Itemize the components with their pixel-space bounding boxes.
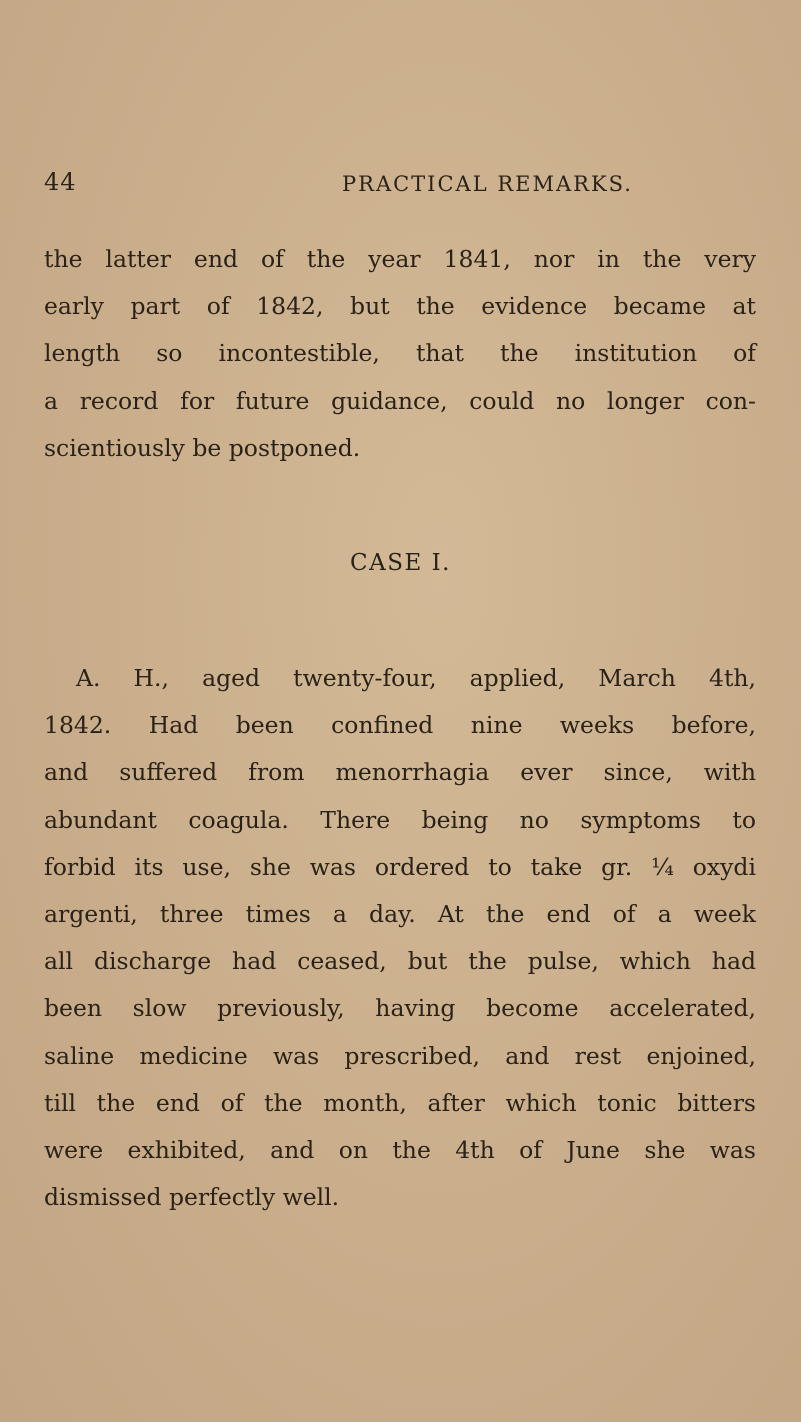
text-line: till the end of the month, after which tonic bitters — [44, 1088, 756, 1117]
case-heading: CASE I. — [350, 550, 451, 576]
text-line: were exhibited, and on the 4th of June she was — [44, 1136, 756, 1165]
text-line: a record for future guidance, could no longer con- — [44, 386, 756, 415]
text-line: dismissed perfectly well. — [44, 1183, 340, 1212]
text-line: 1842. Had been confined nine weeks before, — [44, 711, 756, 740]
text-line: A. H., aged twenty-four, applied, March 4th, — [76, 664, 756, 692]
text-line: saline medicine was prescribed, and rest enjoined, — [44, 1041, 756, 1070]
paragraph-continuation — [44, 236, 756, 472]
case-paragraph — [44, 655, 756, 1221]
text-line: forbid its use, she was ordered to take gr. ¼ oxydi — [44, 852, 756, 881]
running-title: PRACTICAL REMARKS. — [342, 172, 633, 196]
text-line: all discharge had ceased, but the pulse, which had — [44, 947, 756, 976]
text-line: been slow previously, having become accelerated, — [44, 994, 756, 1023]
text-line: and suffered from menorrhagia ever since, with — [44, 758, 756, 787]
text-line: length so incontestible, that the institution of — [44, 339, 756, 368]
text-line: the latter end of the year 1841, nor in the very — [44, 245, 756, 273]
running-head — [44, 168, 774, 202]
text-line: abundant coagula. There being no symptoms to — [44, 805, 756, 834]
text-line: argenti, three times a day. At the end of a week — [44, 900, 756, 929]
text-line: early part of 1842, but the evidence became at — [44, 292, 756, 321]
text-line: scientiously be postponed. — [44, 433, 361, 462]
page-number: 44 — [44, 168, 77, 196]
